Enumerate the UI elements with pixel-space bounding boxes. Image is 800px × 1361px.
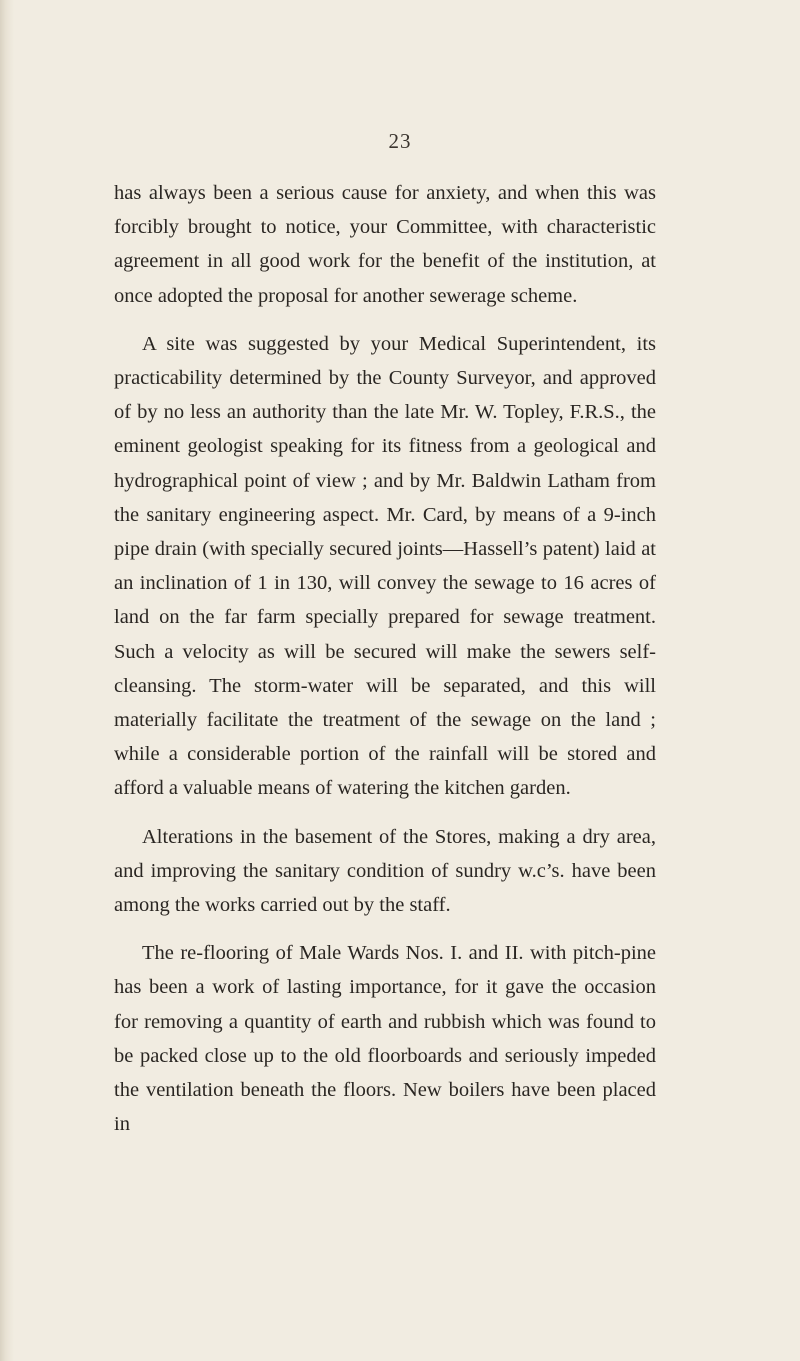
paragraph-stores-alterations: Alterations in the basement of the Stores, making a dry area, and improving the sanitary condition of sundry w.c’s. have been among the works carried out by the staff. <box>114 825 656 917</box>
page-number: 23 <box>388 129 412 153</box>
body-text <box>114 176 656 1155</box>
paragraph-sewerage-site: A site was suggested by your Medical Superintendent, its practicability determined by the County Surveyor, and approved of by no less an authority than the late Mr. W. Topley, F.R.S., the eminent geologist speaking for its fitness from a geological and hydrographical point of view ; and by Mr. Baldwin Latham from the sanitary engineering aspect. Mr. Card, by means of a 9-inch pipe drain (with specially secured joints—Hassell’s patent) laid at an inclination of 1 in 130, will convey the sewage to 16 acres of land on the far farm specially prepared for sewage treatment. Such a velocity as will be secured will make the sewers self-cleansing. The storm-water will be separated, and this will materially facilitate the treatment of the sewage on the land ; while a considerable portion of the rainfall will be stored and afford a valuable means of watering the kitchen garden. <box>114 332 656 800</box>
paragraph-reflooring: The re-flooring of Male Wards Nos. I. and II. with pitch-pine has been a work of lasting importance, for it gave the occasion for removing a quantity of earth and rubbish which was found to be packed close up to the old floorboards and seriously impeded the ventilation beneath the floors. New boilers have been placed in <box>114 942 656 1136</box>
paragraph-continuation: has always been a serious cause for anxiety, and when this was forcibly brought to notice, your Committee, with characteristic agreement in all good work for the benefit of the institution, at once adopted the proposal for another sewerage scheme. <box>114 182 656 307</box>
